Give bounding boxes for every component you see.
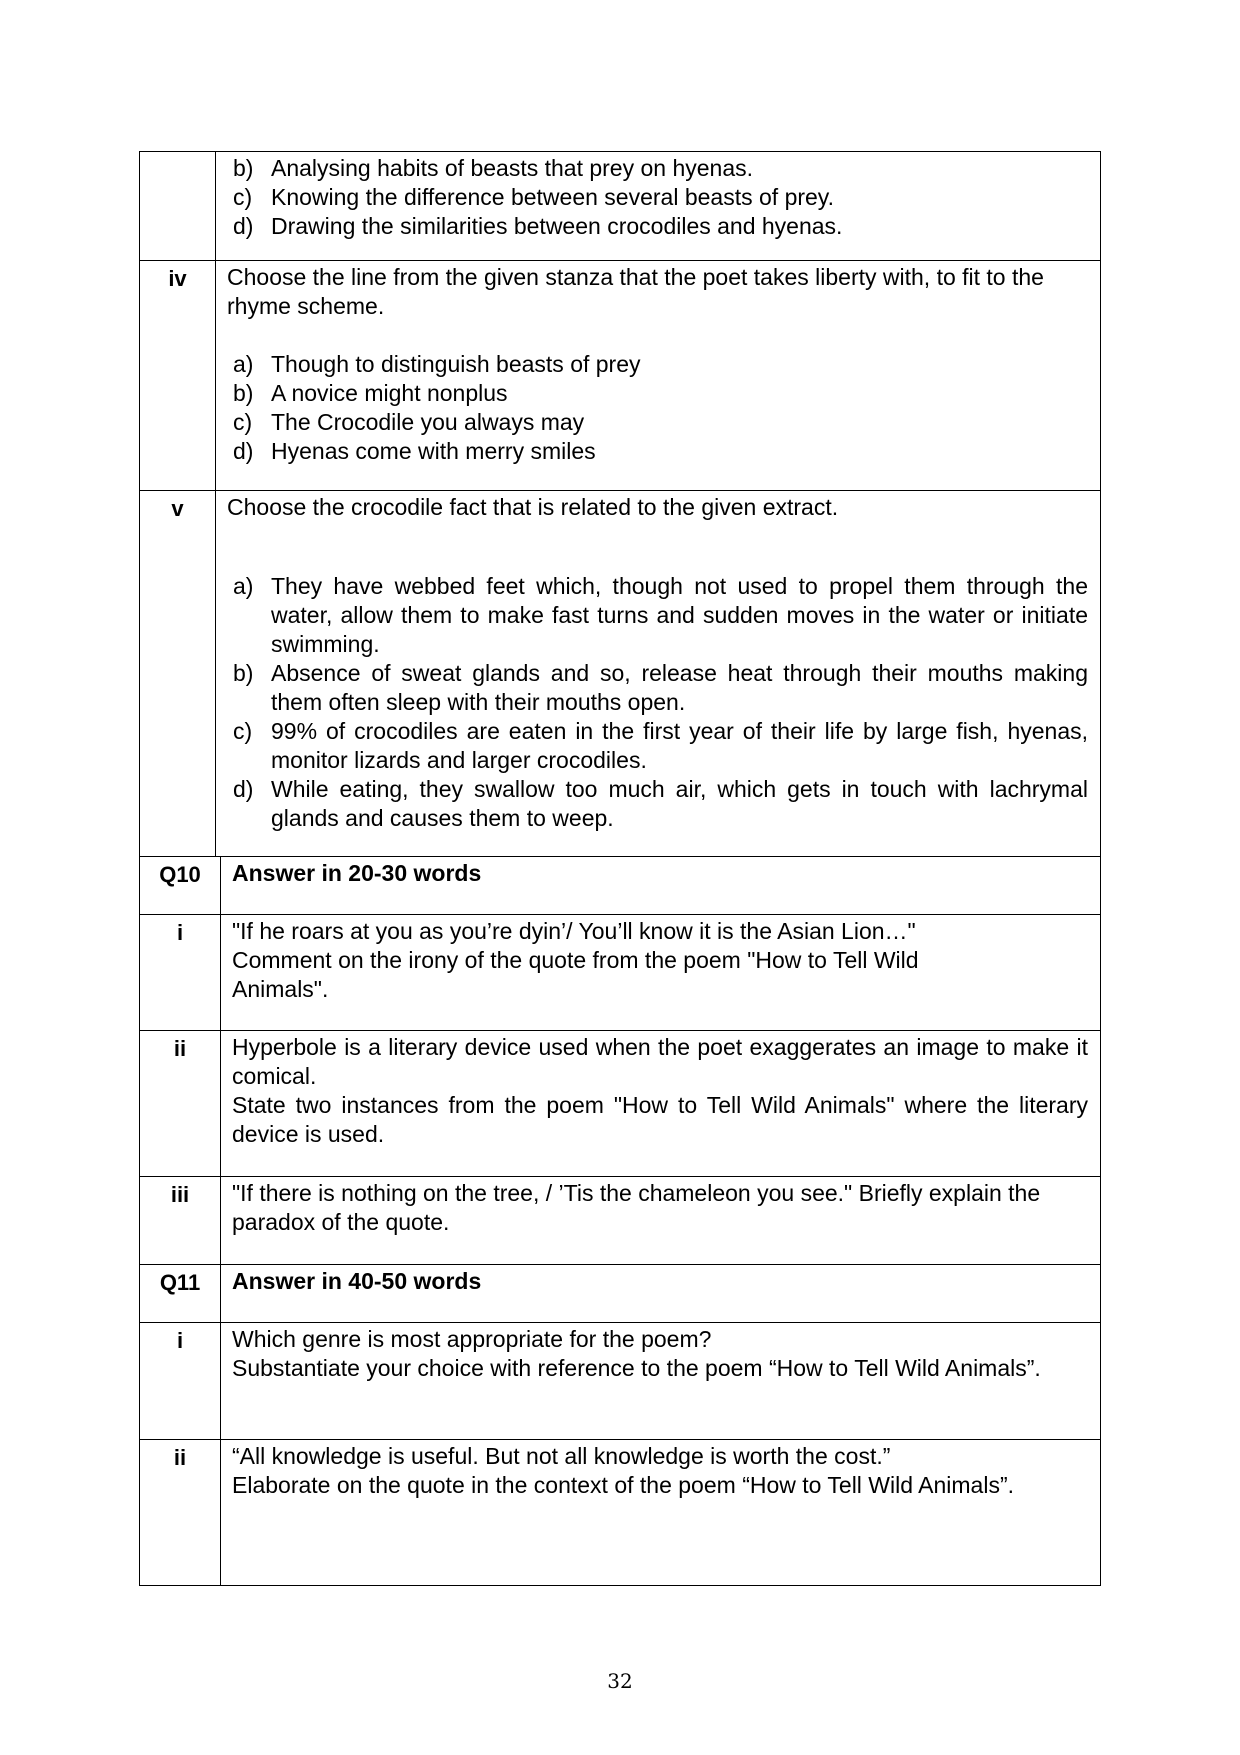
table-row-q9-v	[140, 490, 1100, 856]
page-number: 32	[607, 1669, 633, 1693]
question-number: iii	[140, 1177, 221, 1264]
option-label: d)	[233, 776, 254, 802]
question-number: i	[140, 1323, 221, 1439]
option-b	[233, 154, 1088, 183]
section-heading: Answer in 20-30 words	[232, 860, 482, 886]
option-text: While eating, they swallow too much air, which gets in touch with lachrymal glands and causes them to weep.	[271, 776, 1088, 831]
option-text: Though to distinguish beasts of prey	[271, 351, 641, 377]
option-label: b)	[233, 660, 254, 686]
question-line: Hyperbole is a literary device used when the poet exaggerates an image to make it comical.	[232, 1034, 1088, 1089]
option-label: d)	[233, 438, 254, 464]
question-line: Comment on the irony of the quote from the poem "How to Tell Wild Animals".	[232, 947, 919, 1002]
option-c	[233, 717, 1088, 775]
table-row-q10-i	[140, 914, 1100, 1030]
option-c	[233, 183, 1088, 212]
option-label: b)	[233, 155, 254, 181]
option-label: b)	[233, 380, 254, 406]
option-text: 99% of crocodiles are eaten in the first year of their life by large fish, hyenas, monitor lizards and larger crocodiles.	[271, 718, 1088, 773]
question-body-cell	[221, 1440, 1100, 1585]
question-line: “All knowledge is useful. But not all knowledge is worth the cost.”	[232, 1443, 891, 1469]
option-list	[227, 350, 1088, 466]
question-body-cell	[216, 152, 1100, 260]
question-number: iv	[140, 261, 216, 490]
option-b	[233, 379, 1088, 408]
option-d	[233, 212, 1088, 241]
question-line: Which genre is most appropriate for the poem?	[232, 1326, 712, 1352]
question-text: Choose the line from the given stanza that the poet takes liberty with, to fit to the rhyme scheme.	[227, 264, 1044, 319]
table-row-q9-iv	[140, 260, 1100, 490]
option-label: a)	[233, 351, 254, 377]
question-number: i	[140, 915, 221, 1030]
option-text: Knowing the difference between several beasts of prey.	[271, 184, 834, 210]
question-number: Q10	[140, 857, 221, 914]
table-row-q11-i	[140, 1322, 1100, 1439]
option-label: c)	[233, 409, 253, 435]
option-text: A novice might nonplus	[271, 380, 508, 406]
question-body-cell	[221, 915, 1100, 1030]
question-body-cell	[221, 1031, 1100, 1176]
question-body-cell	[221, 1265, 1100, 1322]
table-row-continuation	[140, 152, 1100, 260]
option-text: The Crocodile you always may	[271, 409, 585, 435]
question-line: State two instances from the poem "How to Tell Wild Animals" where the literary device is used.	[232, 1092, 1088, 1147]
question-number: v	[140, 491, 216, 856]
option-d	[233, 775, 1088, 833]
option-text: Drawing the similarities between crocodiles and hyenas.	[271, 213, 843, 239]
question-line: "If there is nothing on the tree, / ’Tis the chameleon you see." Briefly explain the paradox of the quote.	[232, 1180, 1041, 1235]
table-row-q10-ii	[140, 1030, 1100, 1176]
question-body-cell	[216, 261, 1100, 490]
section-heading: Answer in 40-50 words	[232, 1268, 482, 1294]
question-body-cell	[221, 1323, 1100, 1439]
option-label: d)	[233, 213, 254, 239]
question-text: Choose the crocodile fact that is related to the given extract.	[227, 494, 839, 520]
question-number-cell	[140, 152, 216, 260]
option-label: c)	[233, 184, 253, 210]
option-c	[233, 408, 1088, 437]
question-body-cell	[216, 491, 1100, 856]
option-label: c)	[233, 718, 253, 744]
question-body-cell	[221, 1177, 1100, 1264]
table-row-q11-heading	[140, 1264, 1100, 1322]
option-a	[233, 572, 1088, 659]
question-number: Q11	[140, 1265, 221, 1322]
option-list	[227, 572, 1088, 833]
option-text: Analysing habits of beasts that prey on hyenas.	[271, 155, 754, 181]
option-label: a)	[233, 573, 254, 599]
option-b	[233, 659, 1088, 717]
option-d	[233, 437, 1088, 466]
question-number: ii	[140, 1440, 221, 1585]
option-text: Absence of sweat glands and so, release heat through their mouths making them often sleep with their mouths open.	[271, 660, 1088, 715]
question-line: "If he roars at you as you’re dyin’/ You’ll know it is the Asian Lion…"	[232, 918, 916, 944]
question-line: Substantiate your choice with reference to the poem “How to Tell Wild Animals”.	[232, 1355, 1041, 1381]
option-a	[233, 350, 1088, 379]
option-list	[227, 154, 1088, 241]
table-row-q10-iii	[140, 1176, 1100, 1264]
question-line: Elaborate on the quote in the context of the poem “How to Tell Wild Animals”.	[232, 1472, 1014, 1498]
table-row-q11-ii	[140, 1439, 1100, 1585]
question-number: ii	[140, 1031, 221, 1176]
option-text: They have webbed feet which, though not used to propel them through the water, allow them to make fast turns and sudden moves in the water or initiate swimming.	[271, 573, 1088, 657]
table-row-q10-heading	[140, 856, 1100, 914]
option-text: Hyenas come with merry smiles	[271, 438, 596, 464]
question-body-cell	[221, 857, 1100, 914]
question-table	[139, 151, 1101, 1586]
